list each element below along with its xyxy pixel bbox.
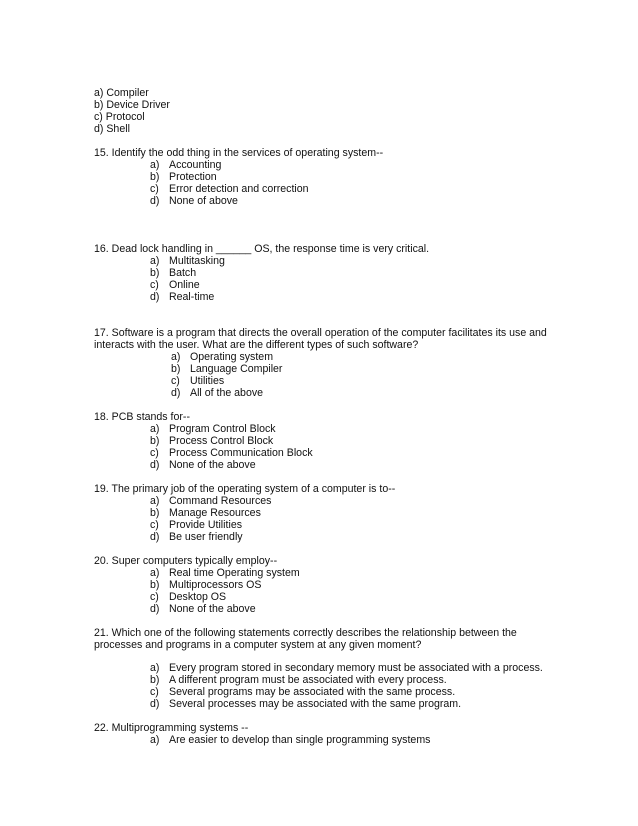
q16-option-b: [150, 267, 196, 279]
option-label: c): [150, 183, 159, 195]
option-label: d): [171, 387, 181, 399]
option-label: b): [150, 267, 160, 279]
option-text: Multiprocessors OS: [169, 579, 262, 591]
top-option: b) Device Driver: [94, 99, 170, 111]
q18-option-c: [150, 447, 313, 459]
option-label: c): [150, 279, 159, 291]
q19-option-c: [150, 519, 242, 531]
option-label: a): [150, 159, 160, 171]
q15-option-c: [150, 183, 309, 195]
option-label: c): [150, 686, 159, 698]
option-text: All of the above: [190, 387, 264, 399]
option-text: Be user friendly: [169, 531, 243, 543]
question-22: 22. Multiprogramming systems --: [94, 722, 249, 734]
question-17-line-1: 17. Software is a program that directs the overall operation of the computer facilitates its use and: [94, 327, 547, 339]
option-text: A different program must be associated with every process.: [169, 674, 447, 686]
option-text: Batch: [169, 267, 197, 279]
q15-option-d: [150, 195, 238, 207]
option-label: a): [150, 495, 160, 507]
option-text: None of above: [169, 195, 238, 207]
question-16: 16. Dead lock handling in ______ OS, the response time is very critical.: [94, 243, 430, 255]
option-text: Real-time: [169, 291, 215, 303]
question-18: 18. PCB stands for--: [94, 411, 190, 423]
option-text: Real time Operating system: [169, 567, 300, 579]
option-text: Protection: [169, 171, 217, 183]
option-label: d): [150, 195, 160, 207]
q17-option-b: [171, 363, 282, 375]
q17-option-a: [171, 351, 273, 363]
option-text: Multitasking: [169, 255, 225, 267]
question-20: 20. Super computers typically employ--: [94, 555, 278, 567]
option-text: Desktop OS: [169, 591, 227, 603]
q19-option-b: [150, 507, 261, 519]
q19-option-d: [150, 531, 243, 543]
top-option: d) Shell: [94, 123, 130, 135]
option-text: None of the above: [169, 459, 256, 471]
q20-option-b: [150, 579, 261, 591]
q18-option-d: [150, 459, 256, 471]
q21-option-a: [150, 662, 543, 674]
option-text: Process Control Block: [169, 435, 274, 447]
option-text: None of the above: [169, 603, 256, 615]
option-label: b): [150, 435, 160, 447]
q16-option-c: [150, 279, 200, 291]
question-21-line-1: 21. Which one of the following statements correctly describes the relationship between the: [94, 627, 517, 639]
q15-option-a: [150, 159, 221, 171]
option-label: b): [150, 579, 160, 591]
q18-option-b: [150, 435, 273, 447]
option-text: Accounting: [169, 159, 222, 171]
option-label: d): [150, 603, 160, 615]
option-label: a): [150, 255, 160, 267]
option-label: d): [150, 531, 160, 543]
q18-option-a: [150, 423, 276, 435]
option-label: d): [150, 698, 160, 710]
option-text: Several programs may be associated with the same process.: [169, 686, 456, 698]
option-text: Every program stored in secondary memory must be associated with a process.: [169, 662, 543, 674]
q16-option-a: [150, 255, 225, 267]
q21-option-d: [150, 698, 461, 710]
option-text: Manage Resources: [169, 507, 261, 519]
option-text: Program Control Block: [169, 423, 276, 435]
option-label: c): [171, 375, 180, 387]
q21-option-c: [150, 686, 455, 698]
q19-option-a: [150, 495, 271, 507]
option-label: a): [150, 423, 160, 435]
option-label: d): [150, 291, 160, 303]
option-text: Operating system: [190, 351, 274, 363]
question-21-line-2: processes and programs in a computer system at any given moment?: [94, 639, 422, 651]
option-text: Error detection and correction: [169, 183, 309, 195]
q20-option-d: [150, 603, 256, 615]
top-option: a) Compiler: [94, 87, 149, 99]
option-label: a): [150, 662, 160, 674]
question-19: 19. The primary job of the operating system of a computer is to--: [94, 483, 396, 495]
option-label: a): [150, 734, 160, 746]
option-text: Utilities: [190, 375, 225, 387]
option-label: b): [150, 171, 160, 183]
option-label: a): [171, 351, 181, 363]
option-text: Command Resources: [169, 495, 272, 507]
option-label: b): [150, 674, 160, 686]
q17-option-d: [171, 387, 263, 399]
option-label: d): [150, 459, 160, 471]
option-label: a): [150, 567, 160, 579]
option-label: c): [150, 519, 159, 531]
q17-option-c: [171, 375, 224, 387]
option-text: Language Compiler: [190, 363, 283, 375]
option-label: c): [150, 591, 159, 603]
question-17-line-2: interacts with the user. What are the different types of such software?: [94, 339, 419, 351]
question-15: 15. Identify the odd thing in the services of operating system--: [94, 147, 384, 159]
option-label: b): [150, 507, 160, 519]
top-option: c) Protocol: [94, 111, 145, 123]
option-text: Process Communication Block: [169, 447, 313, 459]
option-label: b): [171, 363, 181, 375]
q16-option-d: [150, 291, 214, 303]
option-text: Provide Utilities: [169, 519, 243, 531]
q20-option-c: [150, 591, 226, 603]
q20-option-a: [150, 567, 300, 579]
q15-option-b: [150, 171, 217, 183]
q21-option-b: [150, 674, 447, 686]
option-text: Online: [169, 279, 200, 291]
q22-option-a: [150, 734, 430, 746]
option-label: c): [150, 447, 159, 459]
option-text: Are easier to develop than single programming systems: [169, 734, 431, 746]
option-text: Several processes may be associated with the same program.: [169, 698, 462, 710]
